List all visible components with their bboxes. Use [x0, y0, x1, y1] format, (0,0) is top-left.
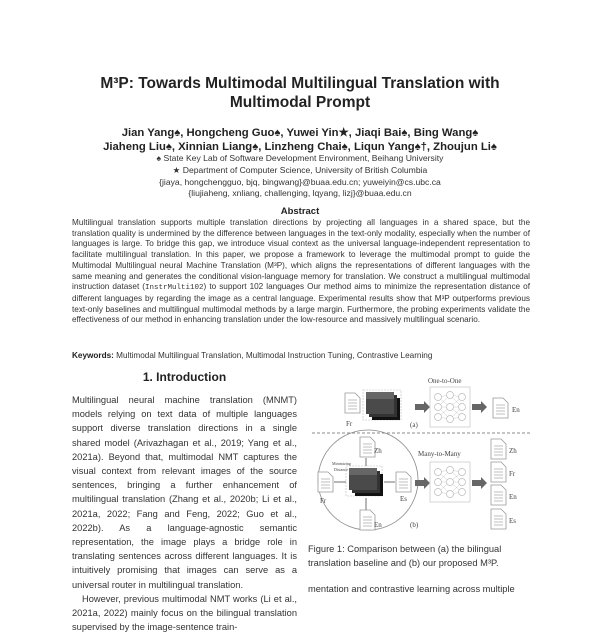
affiliations — [60, 153, 540, 200]
figure-1 — [300, 360, 540, 540]
lang-label-zh-b: Zh — [374, 447, 382, 455]
neural-network-icon-a — [430, 387, 470, 427]
keywords-label: Keywords: — [72, 351, 114, 360]
document-icon-fr — [491, 462, 506, 482]
abstract-body — [72, 218, 530, 326]
document-icon-en — [493, 398, 508, 418]
intro-body — [72, 393, 297, 634]
intro-paragraph-2: However, previous multimodal NMT works (Li et al., 2021a, 2022) mainly focus on the bilingual translation supervised by the image-sentence train- — [72, 593, 297, 633]
figure-caption: Figure 1: Comparison between (a) the bilingual translation baseline and (b) our proposed M³P. — [308, 544, 502, 568]
label-distance: Distance — [334, 467, 348, 472]
output-label-fr: Fr — [509, 470, 516, 478]
neural-network-icon-b — [430, 462, 470, 502]
document-icon-es — [491, 509, 506, 529]
abstract-text-1: Multilingual translation supports multiple translation directions by projecting all languages in a shared space, but the translation quality is undermined by the difference between languages in the text-only modality, especially when the number of languages is large. To bridge this gap, we introduce visual context as the universal language-independent representation to facilitate multilingual translation. In this paper, we propose a framework to leverage the multimodal prompt to guide the Multimodal Multilingual neural Machine Translation (M³P), which aligns the representations of different languages with the same meaning and generates the conditional vision-language memory for translation. We construct a multilingual multimodal instruction dataset ( — [72, 218, 530, 292]
author-list — [60, 126, 540, 154]
document-icon-en — [360, 510, 375, 530]
lang-label-es-b: Es — [400, 495, 407, 503]
arrow-icon — [472, 401, 487, 413]
image-icon-a — [366, 392, 400, 420]
lang-label-fr-b: Fr — [320, 497, 327, 505]
label-b: (b) — [410, 521, 419, 529]
label-a: (a) — [410, 421, 418, 429]
output-label-en: En — [509, 493, 517, 501]
title-line-1: M³P: Towards Multimodal Multilingual Translation with — [100, 75, 500, 92]
label-minimizing: Minimizing — [332, 461, 351, 466]
abstract-heading: Abstract — [280, 206, 320, 217]
emails-line-2: {liujiaheng, xnliang, challenging, lqyang, lizj}@buaa.edu.cn — [188, 188, 412, 199]
document-icon-zh — [491, 439, 506, 459]
lang-label-en-a: En — [512, 406, 520, 414]
abstract-text-2: ) to support 102 languages Our method aims to minimize the representation distance of different languages by regarding the image as a central language. Experimental results show that M³P outperforms previous text-only baselines and multilingual multimodal methods by a large margin. Furthermore, the probing experiments validate the effectiveness of our method in enhancing translation under the low-resource and massively multilingual scenario. — [72, 282, 530, 325]
title-line-2: Multimodal Prompt — [229, 94, 371, 111]
dataset-name: InstrMulti102 — [145, 284, 204, 293]
label-one-to-one: One-to-One — [428, 377, 462, 385]
authors-line-1: Jian Yang♠, Hongcheng Guo♠, Yuwei Yin★, Jiaqi Bai♠, Bing Wang♠ — [121, 127, 479, 139]
lang-label-en-b: En — [374, 521, 382, 529]
affiliation-ubc: ★ Department of Computer Science, University of British Columbia — [172, 164, 428, 175]
arrow-icon — [415, 401, 430, 413]
paper-title — [60, 74, 540, 112]
document-icon-fr — [318, 472, 333, 492]
intro-paragraph-1: Multilingual neural machine translation (MNMT) models relying on text data of multiple languages support diverse translation directions in a single shared model (Arivazhagan et al., 2019; Yang et al., 2021a). Beyond that, multimodal NMT captures the visual context from relevant images of the source sentences, bringing a further enhancement of multilingual translation (Zhang et al., 2020b; Li et al., 2021a, 2022; Fang and Feng, 2022; Guo et al., 2022b). As a language-agnostic semantic representation, the image plays a bridge role in translating sentences across different languages. It is intuitively promising that images can serve as a universal router in multilingual translation. — [72, 395, 297, 590]
lang-label-fr-a: Fr — [346, 420, 353, 428]
output-label-es: Es — [509, 517, 516, 525]
document-icon-es — [396, 472, 411, 492]
emails-line-1: {jiaya, hongchengguo, bjq, bingwang}@buaa.edu.cn; yuweiyin@cs.ubc.ca — [159, 176, 441, 187]
right-column-text: mentation and contrastive learning across multiple — [308, 584, 515, 594]
keywords — [72, 351, 432, 360]
section-heading-introduction: 1. Introduction — [142, 370, 227, 384]
keywords-text: Multimodal Multilingual Translation, Multimodal Instruction Tuning, Contrastive Learning — [113, 351, 433, 360]
arrow-icon — [472, 477, 487, 489]
document-icon-en — [491, 485, 506, 505]
output-label-zh: Zh — [509, 447, 517, 455]
document-icon-zh — [360, 437, 375, 457]
affiliation-beihang: ♠ State Key Lab of Software Development Environment, Beihang University — [156, 153, 444, 163]
document-icon-fr — [345, 393, 360, 413]
label-many-to-many: Many-to-Many — [418, 450, 461, 458]
authors-line-2: Jiaheng Liu♠, Xinnian Liang♠, Linzheng Chai♠, Liqun Yang♠†, Zhoujun Li♠ — [103, 141, 497, 153]
image-icon-b — [349, 468, 383, 496]
